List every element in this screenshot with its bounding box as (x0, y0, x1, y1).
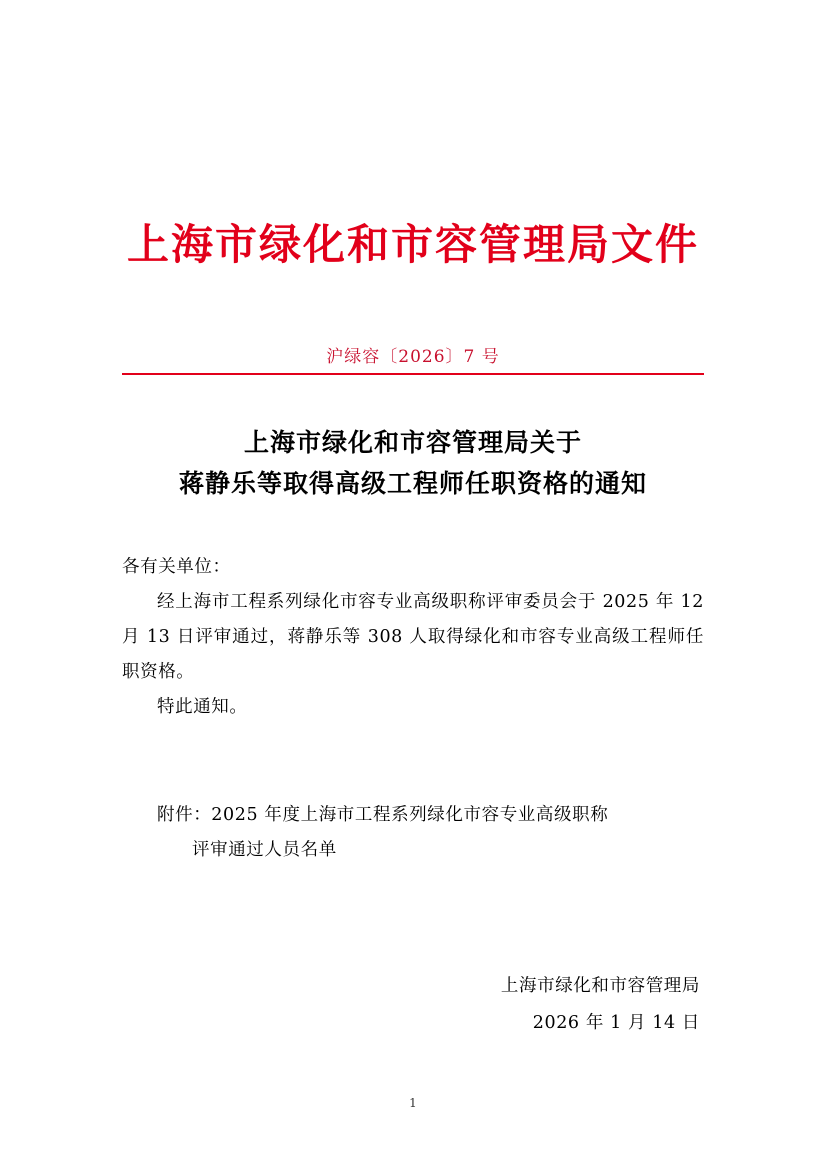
signature-date: 2026 年 1 月 14 日 (532, 1012, 700, 1033)
body-paragraph-1: 经上海市工程系列绿化市容专业高级职称评审委员会于 2025 年 12 月 13 日评审通过，蒋静乐等 308 人取得绿化和市容专业高级工程师任职资格。 (122, 592, 704, 682)
document-body (122, 550, 704, 725)
body-salutation: 各有关单位： (122, 557, 231, 577)
attachment-line-2: 评审通过人员名单 (192, 840, 337, 860)
page-number: 1 (409, 1096, 417, 1110)
attachment-line-1: 附件：2025 年度上海市工程系列绿化市容专业高级职称 (157, 805, 609, 825)
signature-block (122, 968, 704, 1042)
document-masthead-title: 上海市绿化和市容管理局文件 (126, 220, 699, 269)
signature-organization: 上海市绿化和市容管理局 (500, 976, 700, 996)
body-paragraph-2: 特此通知。 (157, 697, 248, 717)
document-number: 沪绿容〔2026〕7 号 (326, 347, 500, 367)
red-divider-rule (122, 373, 704, 375)
document-title (113, 422, 713, 505)
document-title-line-2: 蒋静乐等取得高级工程师任职资格的通知 (178, 469, 647, 499)
document-title-line-1: 上海市绿化和市容管理局关于 (243, 428, 582, 457)
attachment-block (122, 798, 704, 868)
